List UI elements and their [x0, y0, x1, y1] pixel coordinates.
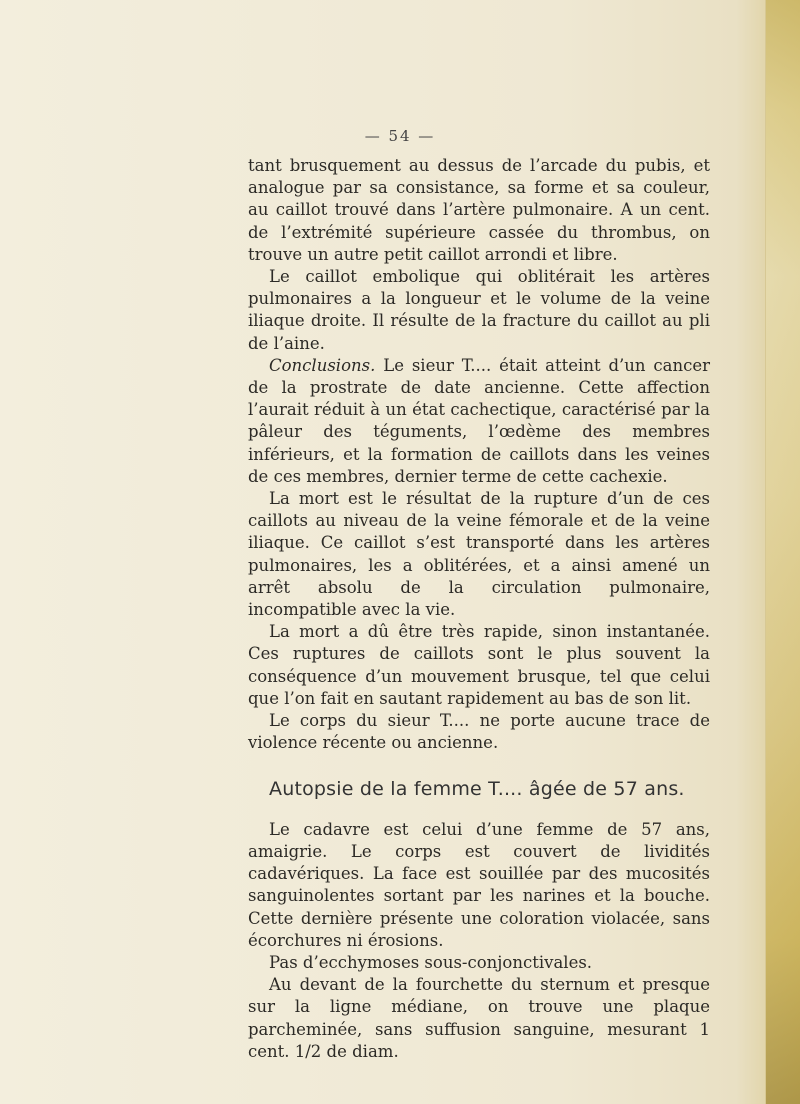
page-number: — 54 — [364, 127, 436, 145]
page-edge-stain [766, 0, 800, 1104]
paragraph-3 [248, 355, 710, 488]
paragraph-2: Le caillot embolique qui oblitérait les artères pulmonaires a la longueur et le volume de la veine iliaque droite. Il résulte de la fracture du caillot au pli de l’aine. [248, 267, 710, 353]
paragraph-8: Pas d’ecchymoses sous-conjonctivales. [269, 952, 593, 972]
paragraph-4: La mort est le résultat de la rupture d’un de ces caillots au niveau de la veine fémorale et de la veine iliaque. Ce caillot s’est transporté dans les artères pulmonaires, les a oblitérées, et a ainsi amené un arrêt absolu de la circulation pulmonaire, incompatible avec la vie. [248, 489, 710, 620]
section-heading: Autopsie de la femme T.... âgée de 57 ans. [269, 778, 685, 801]
paragraph-1: tant brusquement au dessus de l’arcade du pubis, et analogue par sa consistance, sa forme et sa couleur, au caillot trouvé dans l’artère pulmonaire. A un cent. de l’extrémité supérieure cassée du thrombus, on trouve un autre petit caillot arrondi et libre. [248, 156, 710, 264]
paragraph-6: Le corps du sieur T.... ne porte aucune trace de violence récente ou ancienne. [248, 711, 710, 753]
paragraph-5: La mort a dû être très rapide, sinon instantanée. Ces ruptures de caillots sont le plus souvent la conséquence d’un mouvement brusque, tel que celui que l’on fait en sautant rapidement au bas de son lit. [248, 622, 710, 708]
paragraph-7: Le cadavre est celui d’une femme de 57 ans, amaigrie. Le corps est couvert de lividités cadavériques. La face est souillée par des mucosités sanguinolentes sortant par les narines et la bouche. Cette dernière présente une coloration violacée, sans écorchures ni érosions. [248, 819, 710, 950]
paragraph-3-text: Le sieur T.... était atteint d’un cancer de la prostrate de date ancienne. Cette affection l’aurait réduit à un état cachectique, caractérisé par la pâleur des téguments, l’œdème des membres inférieurs, et la formation de caillots dans les veines de ces membres, dernier terme de cette cachexie. [248, 355, 710, 486]
body-text [248, 155, 710, 1063]
paragraph-9: Au devant de la fourchette du sternum et presque sur la ligne médiane, on trouve une plaque parcheminée, sans suffusion sanguine, mesurant 1 cent. 1/2 de diam. [248, 975, 710, 1061]
conclusions-label: Conclusions. [269, 355, 376, 375]
